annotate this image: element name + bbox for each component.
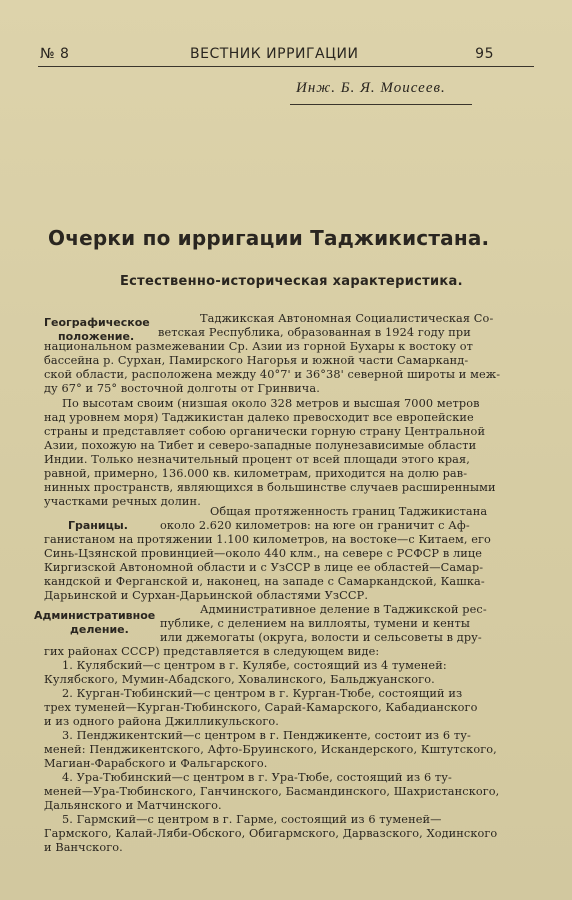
text-line: кандской и Ферганской и, наконец, на западе с Самаркандской, Кашка- — [44, 575, 485, 588]
text-line: публике, с делением на виллояты, тумени и кенты — [160, 617, 470, 630]
text-line: ду 67° и 75° восточной долготы от Гринвича. — [44, 382, 320, 395]
text-line: над уровнем моря) Таджикистан далеко превосходит все европейские — [44, 411, 474, 424]
text-line: или джемогаты (округа, волости и сельсоветы в дру- — [160, 631, 482, 644]
text-line: равной, примерно, 136.000 кв. километрам, приходится на долю рав- — [44, 467, 468, 480]
text-line: ской области, расположена между 40°7' и 36°38' северной широты и меж- — [44, 368, 501, 381]
journal-title: ВЕСТНИК ИРРИГАЦИИ — [190, 46, 359, 62]
text-line: Общая протяженность границ Таджикистана — [210, 505, 488, 518]
author-name: Инж. Б. Я. Моисеев. — [296, 80, 446, 96]
text-line: 5. Гармский—с центром в г. Гарме, состоящий из 6 туменей— — [62, 813, 442, 826]
text-line: 3. Пенджикентский—с центром в г. Пенджикенте, состоит из 6 ту- — [62, 729, 471, 742]
side-heading-administration-cont: деление. — [70, 623, 129, 636]
text-line: Таджикская Автономная Социалистическая Со- — [200, 312, 494, 325]
page-number: 95 — [475, 46, 494, 62]
text-line: национальном размежевании Ср. Азии из горной Бухары к востоку от — [44, 340, 474, 353]
text-line: и из одного района Джилликульского. — [44, 715, 279, 728]
text-line: 1. Кулябский—с центром в г. Кулябе, состоящий из 4 туменей: — [62, 659, 447, 672]
text-line: страны и представляет собою органически горную страну Центральной — [44, 425, 486, 438]
text-line: меней: Пенджикентского, Афто-Бруинского, Искандерского, Кштутского, — [44, 743, 497, 756]
text-line: Гармского, Калай-Ляби-Обского, Обигармского, Дарвазского, Ходинского — [44, 827, 498, 840]
text-line: По высотам своим (низшая около 328 метров и высшая 7000 метров — [62, 397, 480, 410]
text-line: трех туменей—Курган-Тюбинского, Сарай-Камарского, Кабадианского — [44, 701, 478, 714]
side-heading-administration: Административное — [34, 609, 156, 622]
text-line: Киргизской Автономной области и с УзССР в лице ее областей—Самар- — [44, 561, 484, 574]
text-line: меней—Ура-Тюбинского, Ганчинского, Басмандинского, Шахристанского, — [44, 785, 500, 798]
text-line: Магиан-Фарабского и Фальгарского. — [44, 757, 268, 770]
text-line: гих районах СССР) представляется в следующем виде: — [44, 645, 380, 658]
header-rule — [38, 66, 534, 67]
text-line: Дальянского и Матчинского. — [44, 799, 222, 812]
text-line: около 2.620 километров: на юге он граничит с Аф- — [160, 519, 470, 532]
author-rule — [290, 104, 472, 105]
text-line: участками речных долин. — [44, 495, 201, 508]
text-line: 4. Ура-Тюбинский—с центром в г. Ура-Тюбе, состоящий из 6 ту- — [62, 771, 452, 784]
text-line: Дарьинской и Сурхан-Дарьинской областями УзССР. — [44, 589, 369, 602]
text-line: Административное деление в Таджикской рес- — [200, 603, 487, 616]
text-line: ветская Республика, образованная в 1924 году при — [158, 326, 471, 339]
text-line: бассейна р. Сурхан, Памирского Нагорья и южной части Самарканд- — [44, 354, 469, 367]
text-line: Кулябского, Мумин-Абадского, Ховалинского, Бальджуанского. — [44, 673, 435, 686]
side-heading-geography-cont: положение. — [58, 330, 135, 343]
article-subtitle: Естественно-историческая характеристика. — [120, 274, 463, 289]
running-header — [40, 44, 532, 66]
issue-number: № 8 — [40, 46, 70, 62]
text-line: 2. Курган-Тюбинский—с центром в г. Курган-Тюбе, состоящий из — [62, 687, 463, 700]
side-heading-borders: Границы. — [68, 519, 128, 532]
text-line: Синь-Цзянской провинцией—около 440 клм., на севере с РСФСР в лице — [44, 547, 483, 560]
text-line: и Ванчского. — [44, 841, 123, 854]
article-title: Очерки по ирригации Таджикистана. — [48, 226, 490, 250]
side-heading-geography: Географическое — [44, 316, 150, 329]
text-line: ганистаном на протяжении 1.100 километров, на востоке—с Китаем, его — [44, 533, 491, 546]
text-line: Азии, похожую на Тибет и северо-западные полунезависимые области — [44, 439, 477, 452]
text-line: нинных пространств, являющихся в большинстве случаев расширенными — [44, 481, 496, 494]
text-line: Индии. Только незначительный процент от всей площади этого края, — [44, 453, 470, 466]
